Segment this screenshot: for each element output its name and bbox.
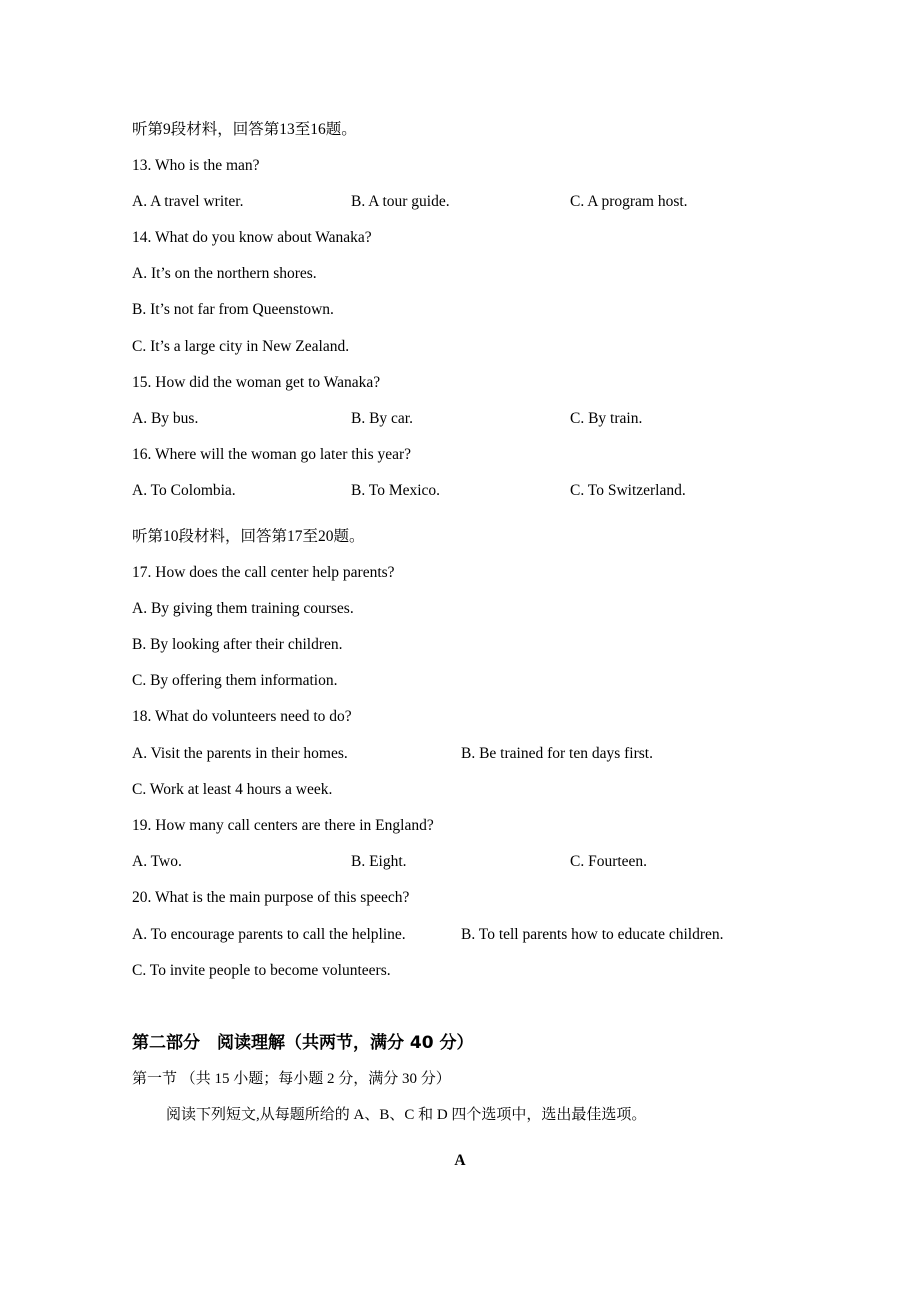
question-15-stem: 15. How did the woman get to Wanaka? [132, 374, 381, 391]
option-b: B. To tell parents how to educate children. [461, 926, 724, 943]
option-a: A. A travel writer. [132, 193, 244, 210]
question-19-stem: 19. How many call centers are there in England? [132, 817, 434, 834]
option-b: B. Be trained for ten days first. [461, 745, 653, 762]
option-a: A. Visit the parents in their homes. [132, 745, 348, 762]
question-17-option-c: C. By offering them information. [132, 672, 338, 689]
question-16-options [132, 481, 832, 501]
option-b: B. A tour guide. [351, 193, 450, 210]
question-14-option-c: C. It’s a large city in New Zealand. [132, 338, 350, 355]
question-20-stem: 20. What is the main purpose of this speech? [132, 889, 410, 906]
question-16-stem: 16. Where will the woman go later this year? [132, 446, 412, 463]
question-18-stem: 18. What do volunteers need to do? [132, 708, 352, 725]
section-instruction: 听第9段材料，回答第13至16题。 [132, 121, 357, 138]
option-c: C. By train. [570, 410, 643, 427]
question-17-option-b: B. By looking after their children. [132, 636, 343, 653]
option-a: A. To Colombia. [132, 482, 236, 499]
directions: 阅读下列短文,从每题所给的 A、B、C 和 D 四个选项中，选出最佳选项。 [166, 1107, 647, 1123]
option-c: C. A program host. [570, 193, 688, 210]
option-b: B. Eight. [351, 853, 407, 870]
option-b: B. To Mexico. [351, 482, 441, 499]
option-a: A. By bus. [132, 410, 199, 427]
question-14-option-b: B. It’s not far from Queenstown. [132, 301, 334, 318]
question-20-options-ab [132, 925, 832, 945]
question-19-options [132, 852, 832, 872]
option-c: C. To Switzerland. [570, 482, 686, 499]
question-18-option-c: C. Work at least 4 hours a week. [132, 781, 333, 798]
question-13-stem: 13. Who is the man? [132, 157, 260, 174]
option-c: C. Fourteen. [570, 853, 648, 870]
option-a: A. To encourage parents to call the helpline. [132, 926, 406, 943]
question-14-stem: 14. What do you know about Wanaka? [132, 229, 372, 246]
question-20-option-c: C. To invite people to become volunteers. [132, 962, 391, 979]
option-b: B. By car. [351, 410, 413, 427]
option-a: A. Two. [132, 853, 182, 870]
question-17-option-a: A. By giving them training courses. [132, 600, 354, 617]
question-15-options [132, 409, 832, 429]
question-18-options-ab [132, 744, 832, 764]
section-instruction: 听第10段材料，回答第17至20题。 [132, 528, 365, 545]
section-title: 第一节 （共 15 小题；每小题 2 分，满分 30 分） [132, 1071, 451, 1087]
question-13-options [132, 192, 832, 212]
passage-label: A [454, 1152, 466, 1169]
question-17-stem: 17. How does the call center help parents? [132, 564, 395, 581]
question-14-option-a: A. It’s on the northern shores. [132, 265, 317, 282]
part-title: 第二部分 阅读理解（共两节，满分 40 分） [132, 1033, 474, 1053]
